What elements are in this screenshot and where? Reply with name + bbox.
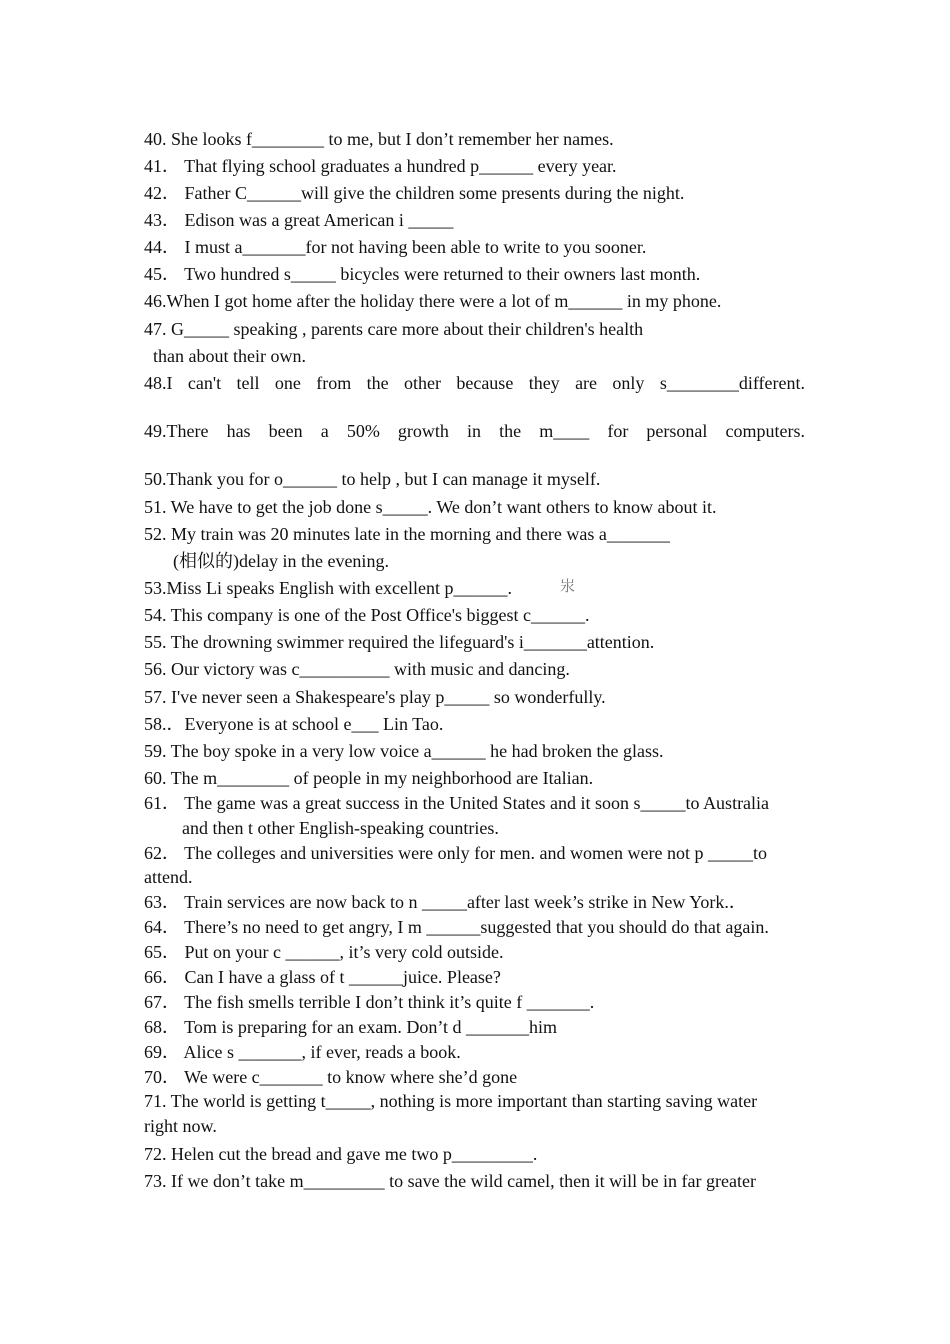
question-49-text-word: in [467, 421, 482, 441]
question-61: 61． The game was a great success in the United States and it soon s_____to Australia [144, 793, 770, 813]
question-61-cont: and then t other English-speaking countries. [182, 818, 499, 838]
question-57: 57. I've never seen a Shakespeare's play p_____ so wonderfully. [144, 687, 606, 707]
question-49-text-word: 49.There [144, 421, 209, 441]
question-48-text-word: because [456, 373, 514, 393]
question-54: 54. This company is one of the Post Office's biggest c______. [144, 605, 590, 625]
question-51: 51. We have to get the job done s_____. We don’t want others to know about it. [144, 497, 717, 517]
stray-mark: 汖 [560, 577, 576, 595]
question-48 [144, 372, 805, 394]
question-48-text-word: only [612, 373, 645, 393]
question-62: 62． The colleges and universities were only for men. and women were not p _____to [144, 843, 768, 863]
question-49-text-word: m____ [539, 421, 590, 441]
question-67: 67． The fish smells terrible I don’t think it’s quite f _______. [144, 992, 595, 1012]
question-56: 56. Our victory was c__________ with music and dancing. [144, 659, 570, 679]
question-45: 45． Two hundred s_____ bicycles were returned to their owners last month. [144, 264, 701, 284]
question-48-text-word: other [403, 373, 441, 393]
question-48-text-word: 48.I [144, 373, 173, 393]
question-49-text-word: been [268, 421, 303, 441]
question-49-text-word: has [226, 421, 251, 441]
question-49-text-word: 50% [346, 421, 380, 441]
question-53: 53.Miss Li speaks English with excellent p______. [144, 578, 512, 598]
question-48-text-word: s________different. [659, 373, 805, 393]
question-48-text-word: they [528, 373, 560, 393]
question-49-text-word: the [499, 421, 522, 441]
question-62-cont: attend. [144, 867, 193, 887]
question-52: 52. My train was 20 minutes late in the morning and there was a_______ [144, 524, 670, 544]
question-70: 70． We were c_______ to know where she’d gone [144, 1067, 518, 1087]
question-63: 63． Train services are now back to n _____after last week’s strike in New York.． [144, 892, 747, 912]
question-49-text-word: growth [397, 421, 449, 441]
question-71: 71. The world is getting t_____, nothing is more important than starting saving water [144, 1091, 758, 1111]
question-49-text-word: personal [646, 421, 708, 441]
question-52-cont: (相似的)delay in the evening. [173, 551, 389, 571]
question-48-text-word: can't [187, 373, 222, 393]
question-66: 66． Can I have a glass of t ______juice. Please? [144, 967, 501, 987]
question-55: 55. The drowning swimmer required the lifeguard's i_______attention. [144, 632, 655, 652]
question-49-text-word: a [320, 421, 329, 441]
question-48-text-word: tell [236, 373, 260, 393]
question-49 [144, 420, 805, 442]
question-71-cont: right now. [144, 1116, 217, 1136]
question-72: 72. Helen cut the bread and gave me two p_________. [144, 1144, 538, 1164]
question-59: 59. The boy spoke in a very low voice a______ he had broken the glass. [144, 741, 664, 761]
question-40: 40. She looks f________ to me, but I don’t remember her names. [144, 129, 614, 149]
question-48-text-word: from [316, 373, 352, 393]
question-42: 42． Father C______will give the children some presents during the night. [144, 183, 685, 203]
question-49-text-word: computers. [725, 421, 805, 441]
question-46: 46.When I got home after the holiday there were a lot of m______ in my phone. [144, 291, 722, 311]
question-48-text-word: are [575, 373, 598, 393]
question-68: 68． Tom is preparing for an exam. Don’t d _______him [144, 1017, 558, 1037]
question-47: 47. G_____ speaking , parents care more about their children's health [144, 319, 644, 339]
question-47-cont: than about their own. [153, 346, 306, 366]
question-58: 58.．Everyone is at school e___ Lin Tao. [144, 714, 444, 734]
question-48-text-word: the [366, 373, 389, 393]
question-44: 44． I must a_______for not having been able to write to you sooner. [144, 237, 647, 257]
question-49-text-word: for [607, 421, 629, 441]
question-48-text-word: one [274, 373, 301, 393]
question-60: 60. The m________ of people in my neighborhood are Italian. [144, 768, 594, 788]
question-64: 64． There’s no need to get angry, I m ______suggested that you should do that again. [144, 917, 769, 937]
question-41: 41． That flying school graduates a hundred p______ every year. [144, 156, 617, 176]
question-65: 65． Put on your c ______, it’s very cold outside. [144, 942, 504, 962]
question-43: 43． Edison was a great American i _____ [144, 210, 454, 230]
question-69: 69． Alice s _______, if ever, reads a book. [144, 1042, 461, 1062]
question-73: 73. If we don’t take m_________ to save the wild camel, then it will be in far greater [144, 1171, 756, 1191]
question-50: 50.Thank you for o______ to help , but I can manage it myself. [144, 469, 601, 489]
